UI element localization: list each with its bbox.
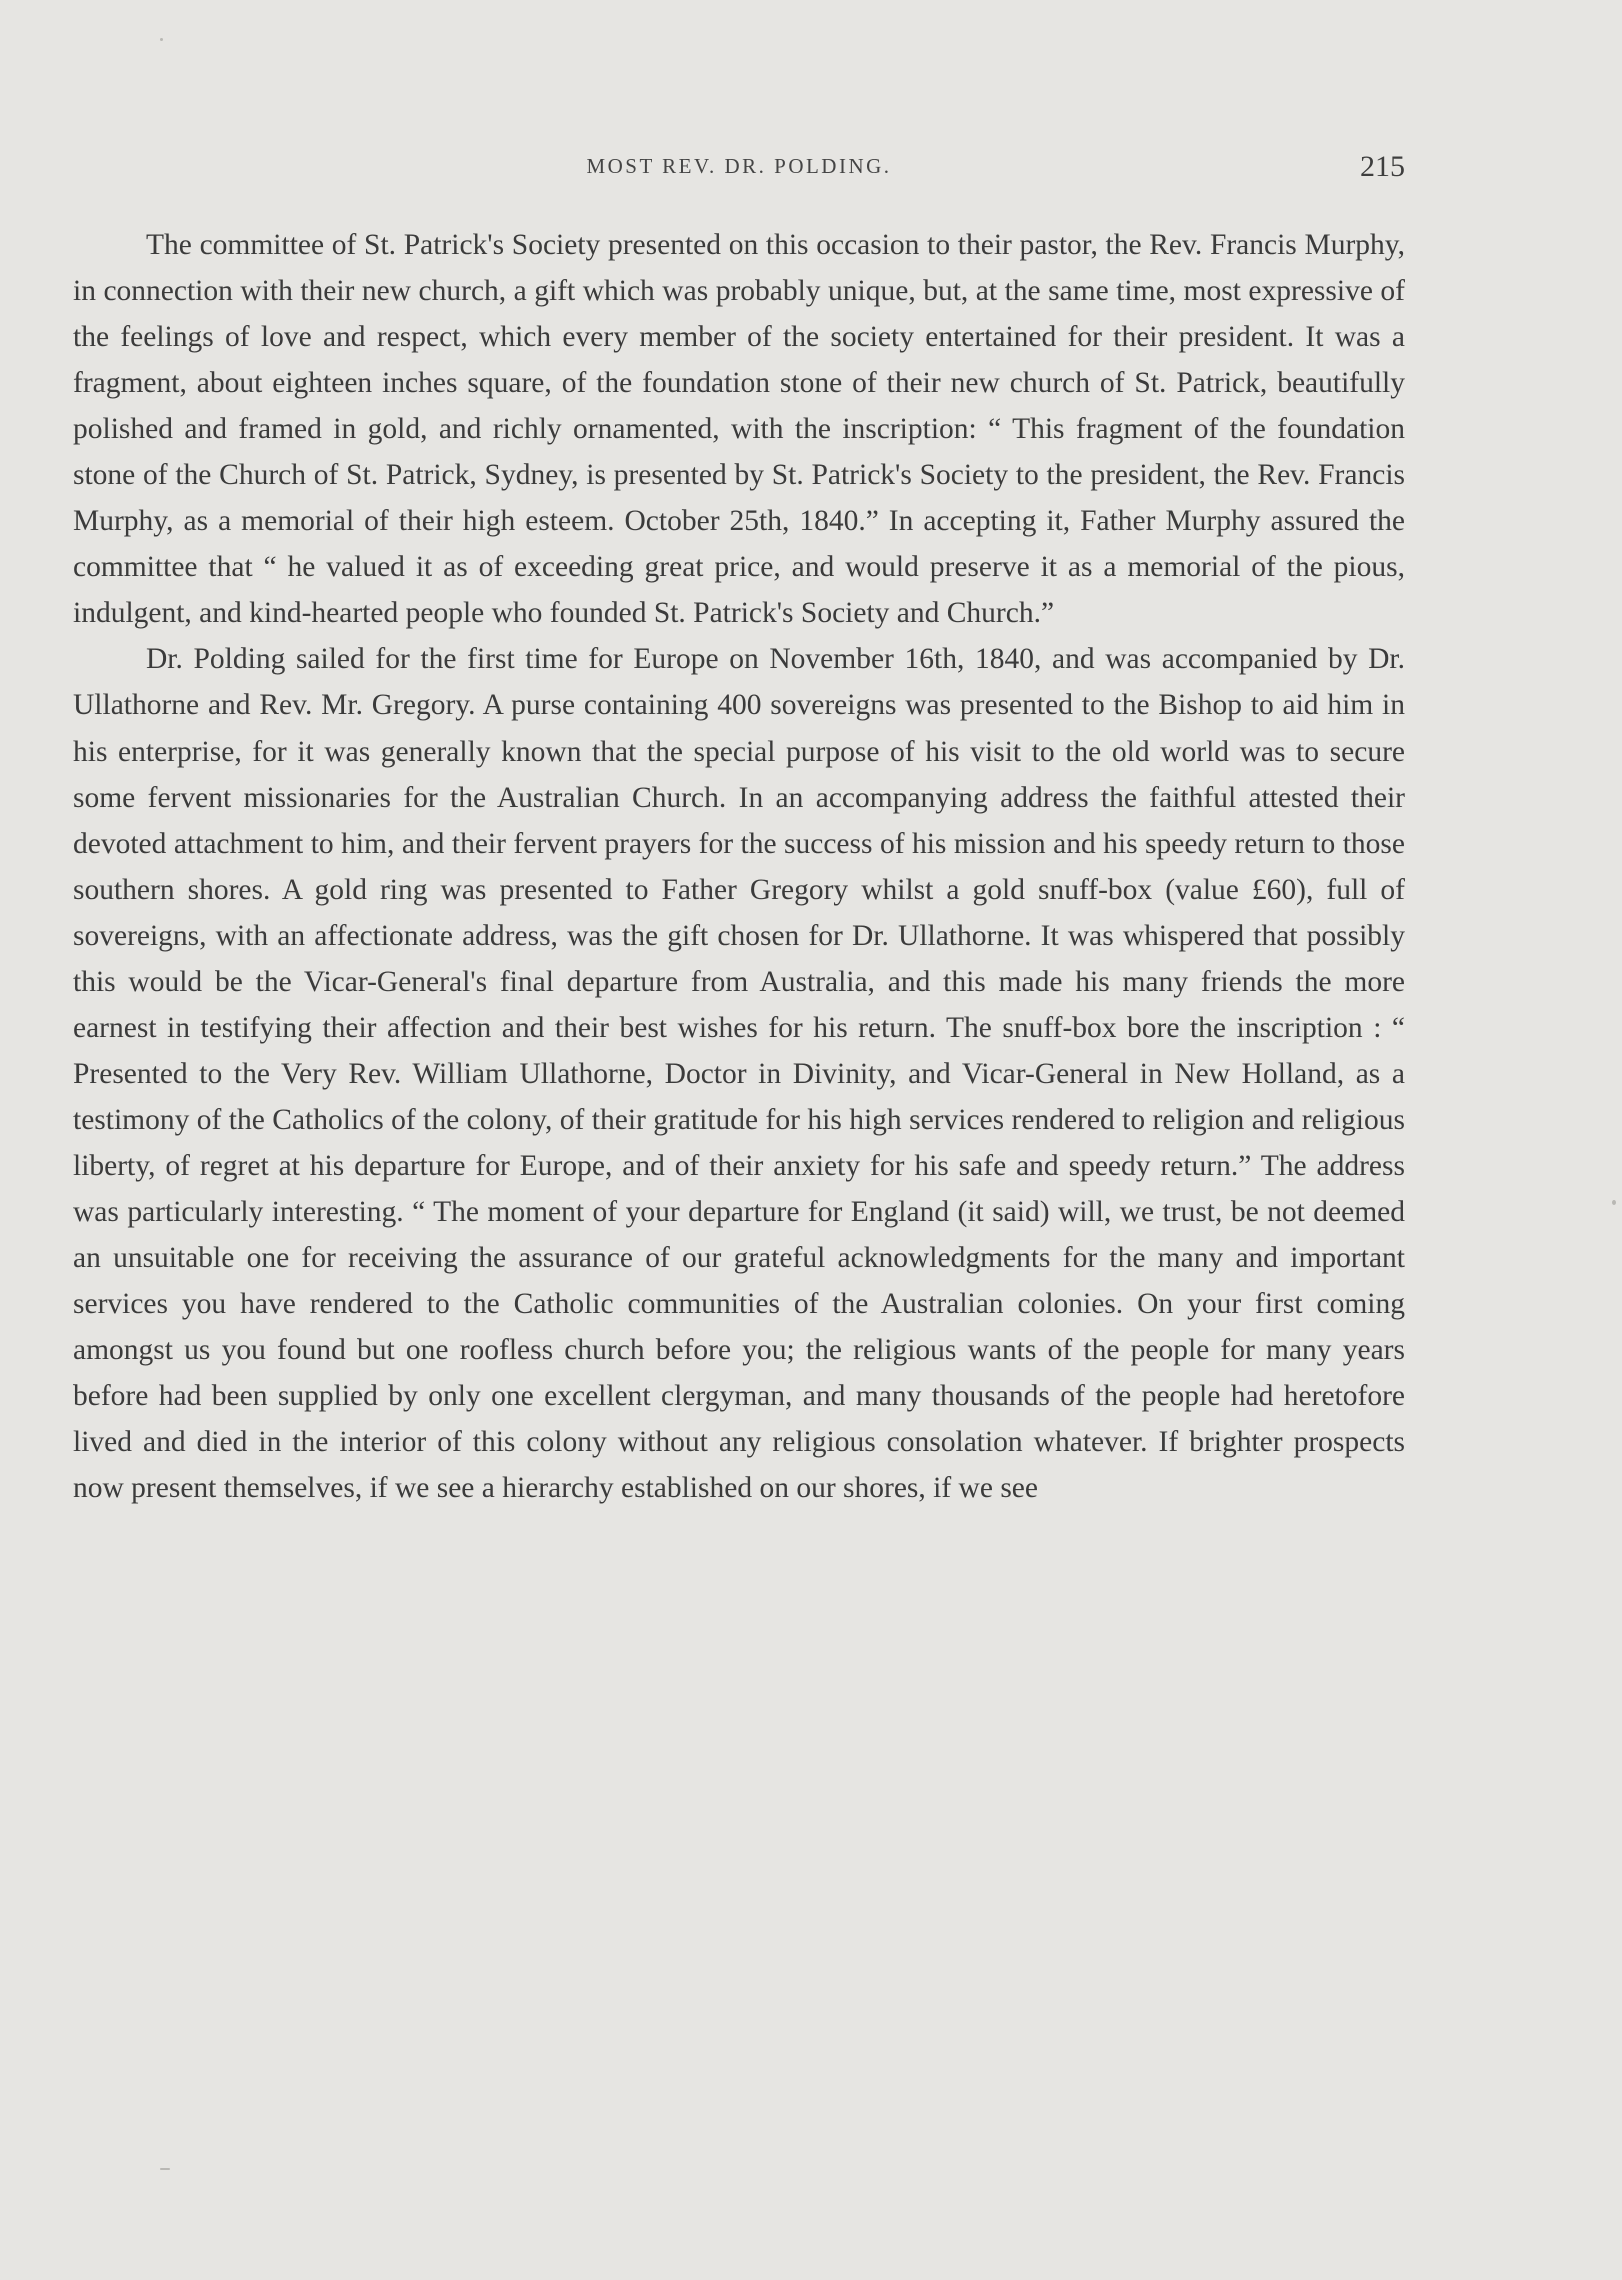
paper-speck	[160, 38, 163, 41]
running-title: MOST REV. DR. POLDING.	[586, 154, 892, 178]
paragraph-polding-departure: Dr. Polding sailed for the first time for Europe on November 16th, 1840, and was accompanied by Dr. Ullathorne and Rev. Mr. Gregory. A purse containing 400 sovereigns was presented to the Bishop to aid him in his enterprise, for it was generally known that the special purpose of his visit to the old world was to secure some fervent missionaries for the Australian Church. In an accompanying address the faithful attested their devoted attachment to him, and their fervent prayers for the success of his mission and his speedy return to those southern shores. A gold ring was presented to Father Gregory whilst a gold snuff-box (value £60), full of sovereigns, with an affectionate address, was the gift chosen for Dr. Ullathorne. It was whispered that possibly this would be the Vicar-General's final departure from Australia, and this made his many friends the more earnest in testifying their affection and their best wishes for his return. The snuff-box bore the inscription : “ Presented to the Very Rev. William Ullathorne, Doctor in Divinity, and Vicar-General in New Holland, as a testimony of the Catholics of the colony, of their gratitude for his high services rendered to religion and religious liberty, of regret at his departure for Europe, and of their anxiety for his safe and speedy return.” The address was particularly interesting. “ The moment of your departure for England (it said) will, we trust, be not deemed an unsuitable one for receiving the assurance of our grateful acknowledgments for the many and important services you have rendered to the Catholic communities of the Australian colonies. On your first coming amongst us you found but one roofless church before you; the religious wants of the people for many years before had been supplied by only one excellent clergyman, and many thousands of the people had heretofore lived and died in the interior of this colony without any religious consolation whatever. If brighter prospects now present themselves, if we see a hierarchy established on our shores, if we see	[73, 643, 1405, 1505]
paper-speck	[160, 2168, 170, 2170]
running-head	[73, 150, 1405, 190]
page-number: 215	[1360, 150, 1405, 183]
paper-speck	[1612, 1200, 1616, 1205]
body-text	[73, 222, 1405, 1511]
paragraph-committee-gift: The committee of St. Patrick's Society presented on this occasion to their pastor, the Rev. Francis Murphy, in connection with their new church, a gift which was probably unique, but, at the same time, most expressive of the feelings of love and respect, which every member of the society entertained for their president. It was a fragment, about eighteen inches square, of the foundation stone of their new church of St. Patrick, beautifully polished and framed in gold, and richly ornamented, with the inscription: “ This fragment of the foundation stone of the Church of St. Patrick, Sydney, is presented by St. Patrick's Society to the president, the Rev. Francis Murphy, as a memorial of their high esteem. October 25th, 1840.” In accepting it, Father Murphy assured the committee that “ he valued it as of exceeding great price, and would preserve it as a memorial of the pious, indulgent, and kind-hearted people who founded St. Patrick's Society and Church.”	[73, 229, 1405, 630]
